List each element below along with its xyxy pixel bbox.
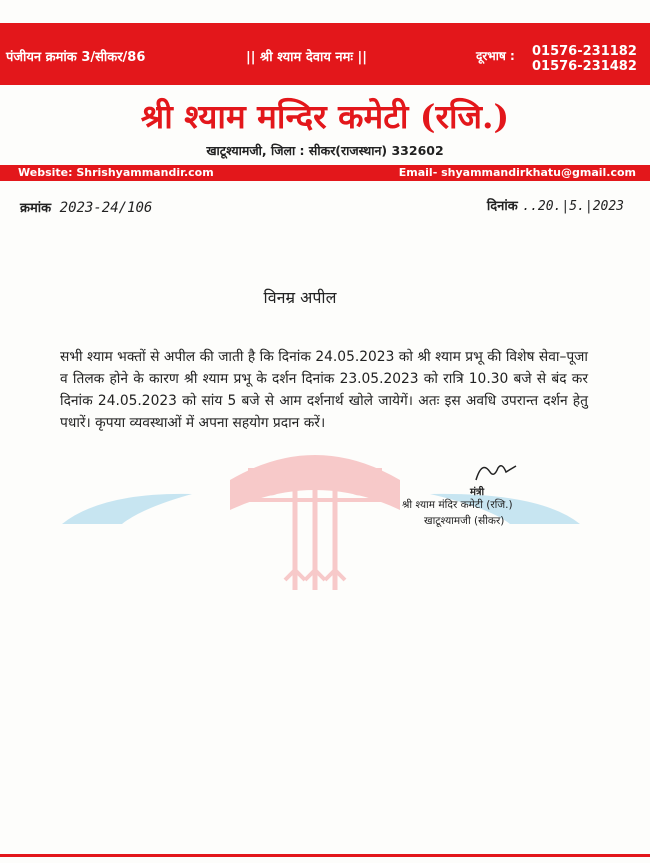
- date-value: ..20.|5.|2023: [522, 199, 624, 214]
- phone-numbers: [532, 44, 637, 74]
- phone-label: दूरभाष :: [476, 49, 515, 63]
- letter-subject: विनम्र अपील: [263, 288, 337, 307]
- footer-line: [0, 854, 650, 857]
- reference-value: 2023-24/106: [59, 200, 153, 216]
- left-wing-decoration: [62, 488, 202, 532]
- phone-1: 01576-231182: [532, 44, 637, 59]
- signature: [472, 458, 520, 486]
- trust-address: खाटूश्यामजी, जिला : सीकर(राजस्थान) 332602: [206, 143, 444, 158]
- letter-date: [487, 196, 624, 214]
- temple-emblem-watermark: [200, 440, 430, 600]
- registration-number: पंजीयन क्रमांक 3/सीकर/86: [6, 50, 146, 65]
- reference-number: [20, 198, 152, 216]
- signatory-title: मंत्री: [470, 487, 485, 498]
- date-label: दिनांक: [486, 199, 518, 214]
- signatory-organization: श्री श्याम मंदिर कमेटी (रजि.): [402, 499, 513, 511]
- letterhead-band: [0, 23, 650, 85]
- invocation: || श्री श्याम देवाय नमः ||: [246, 50, 368, 65]
- website-link[interactable]: Website: Shrishyammandir.com: [18, 166, 214, 179]
- trust-name: श्री श्याम मन्दिर कमेटी (रजि.): [140, 97, 510, 136]
- email-link[interactable]: Email- shyammandirkhatu@gmail.com: [398, 166, 636, 179]
- reference-label: क्रमांक: [20, 201, 52, 216]
- contact-band: [0, 165, 650, 181]
- signatory-place: खाटूश्यामजी (सीकर): [424, 515, 505, 527]
- phone-2: 01576-231482: [532, 59, 637, 74]
- letter-body: सभी श्याम भक्तों से अपील की जाती है कि दिनांक 24.05.2023 को श्री श्याम प्रभू की विशेष सेवा–पूजा व तिलक होने के कारण श्री श्याम प्रभू के दर्शन दिनांक 23.05.2023 को रात्रि 10.30 बजे से बंद कर दिनांक 24.05.2023 को सांय 5 बजे से आम दर्शनार्थ खोले जायेगें। अतः इस अवधि उपरान्त दर्शन हेतु पधारें। कृपया व्यवस्थाओं में अपना सहयोग प्रदान करें।: [60, 349, 588, 431]
